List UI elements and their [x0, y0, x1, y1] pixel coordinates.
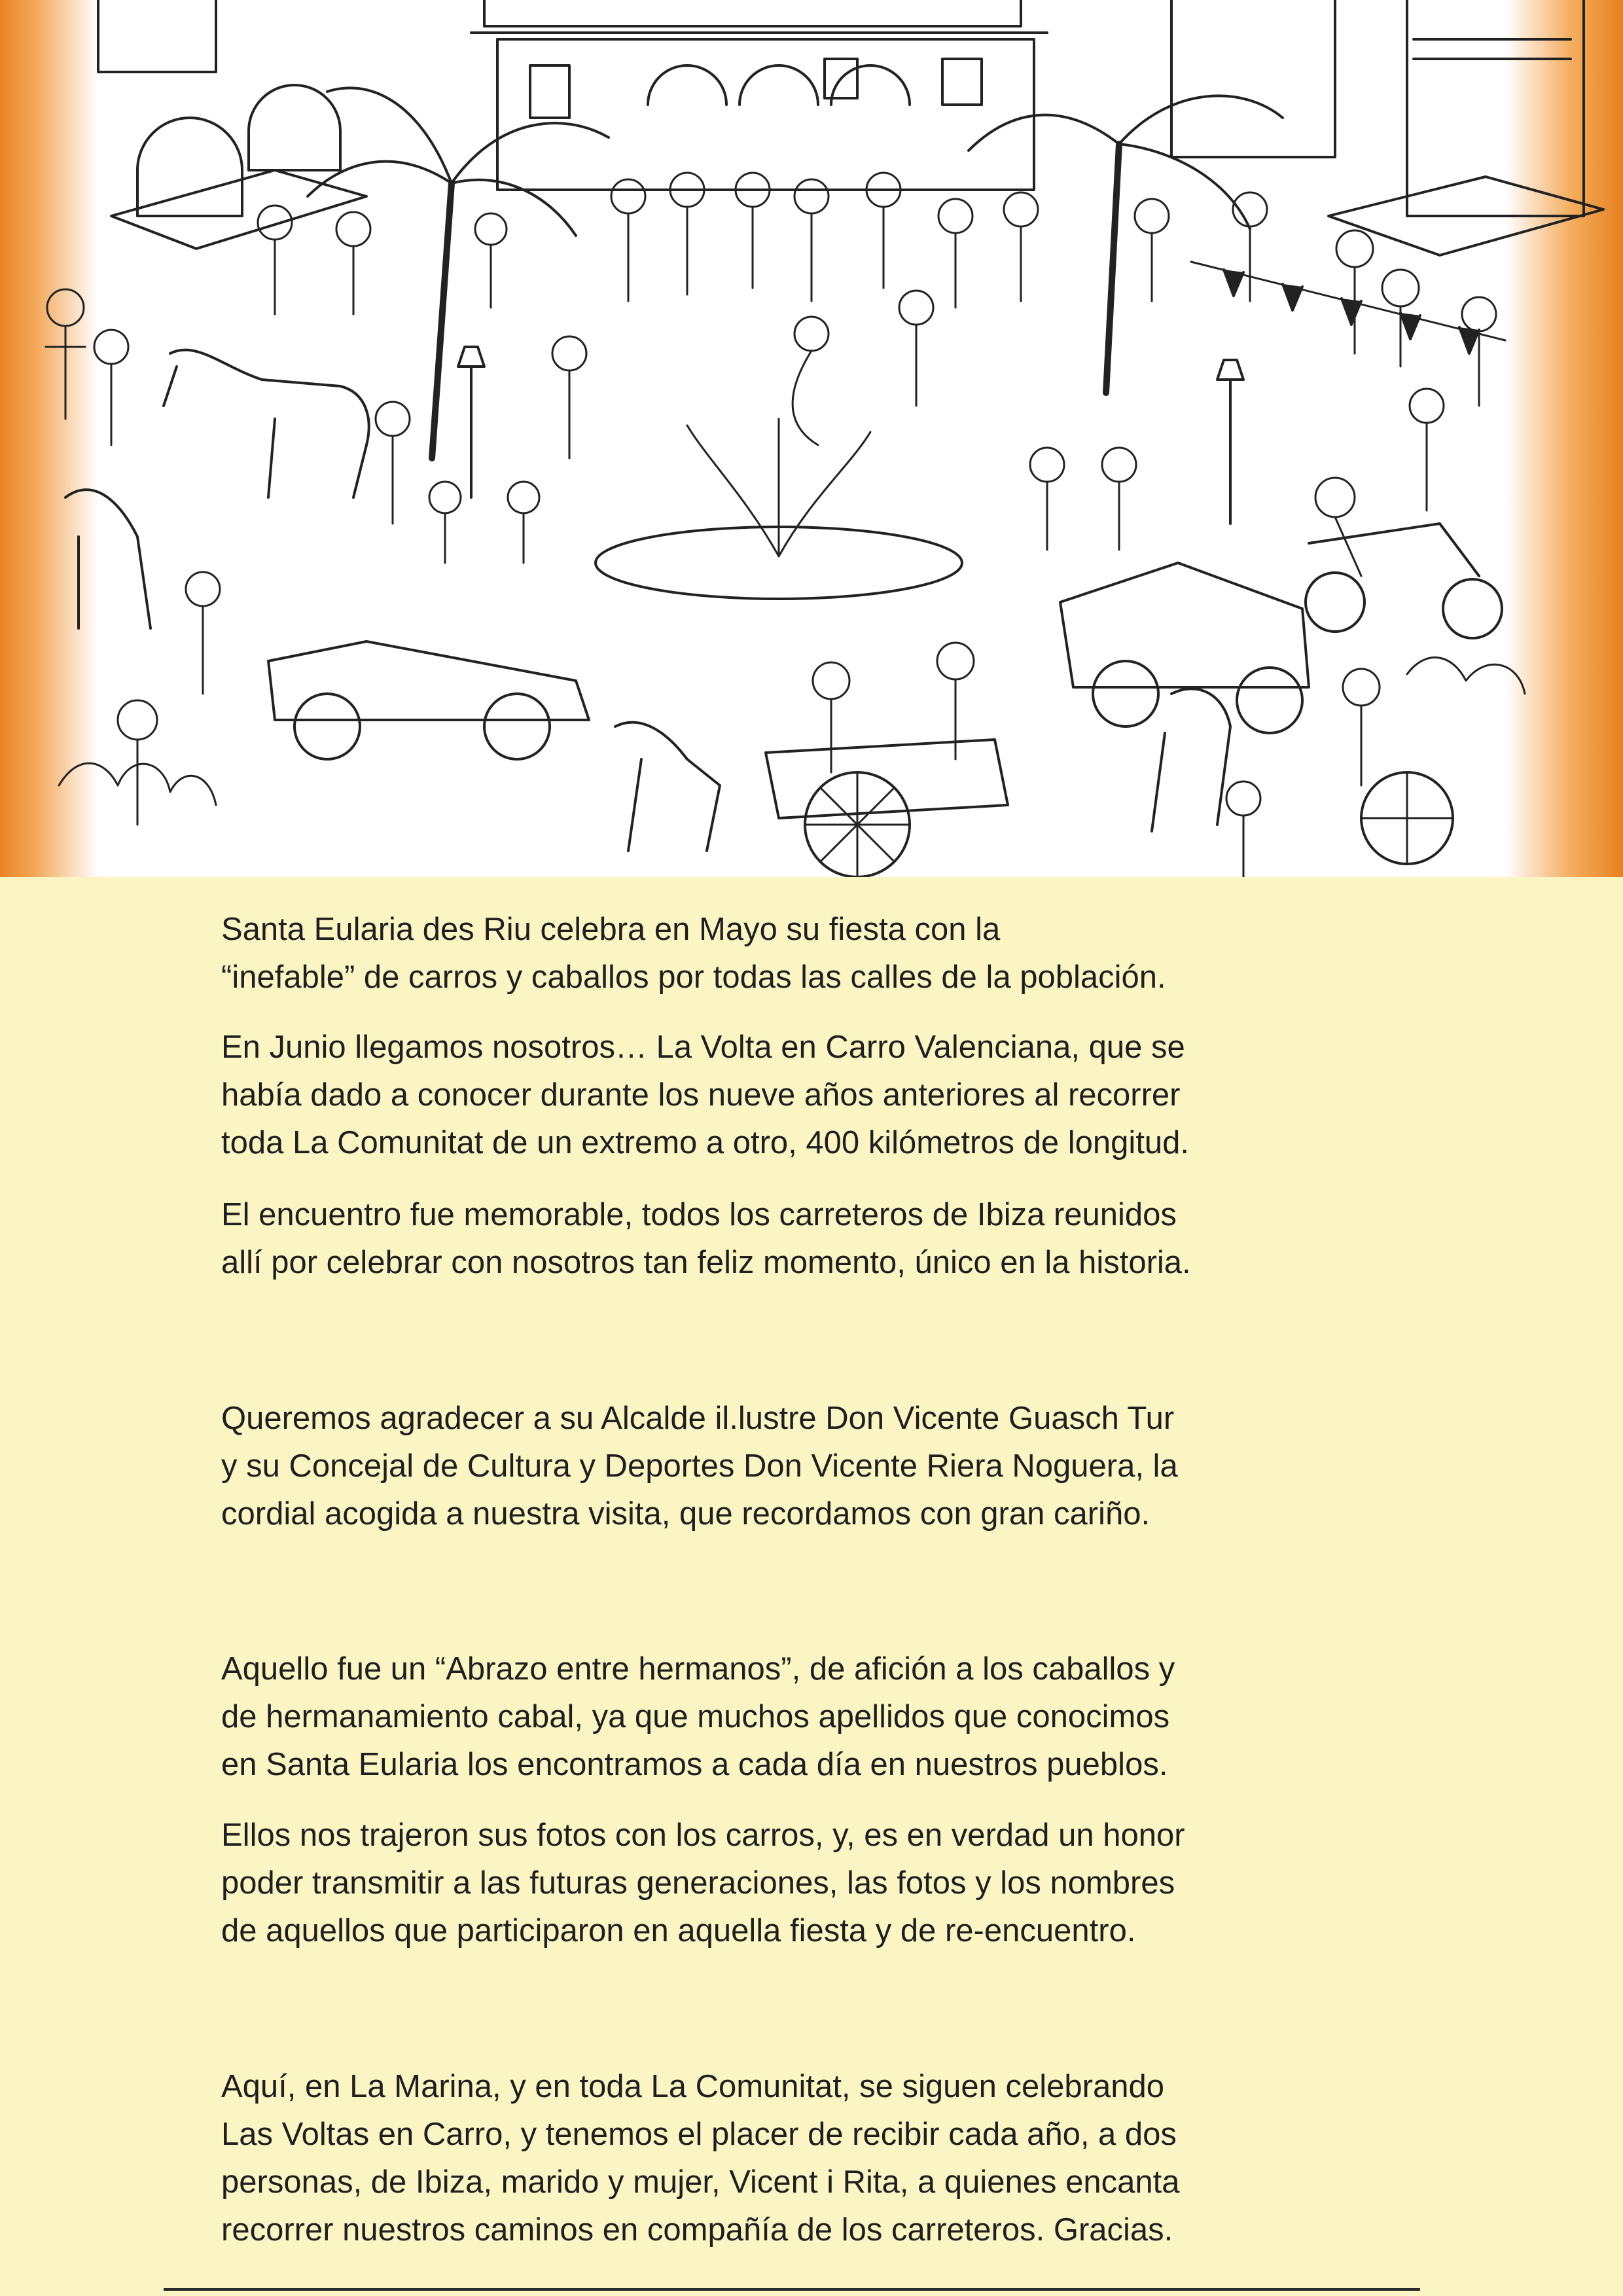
fiesta-illustration [0, 0, 1623, 877]
paragraph-fiesta-intro: Santa Eularia des Riu celebra en Mayo su fiesta con la “inefable” de carros y caballos por todas las calles de la población. [221, 912, 1166, 995]
fiesta-scene-drawing [0, 0, 1623, 877]
paragraph-abrazo: Aquello fue un “Abrazo entre hermanos”, de afición a los caballos y de hermanamiento cabal, ya que muchos apellidos que conocimos en Santa Eularia los encontramos a cada día en nuestros pueblos. [221, 1651, 1175, 1782]
bottom-rule [164, 2288, 1420, 2291]
paragraph-fotos: Ellos nos trajeron sus fotos con los carros, y, es en verdad un honor poder transmitir a las futuras generaciones, las fotos y los nombres de aquellos que participaron en aquella fiesta y de re-encuentro. [221, 1818, 1185, 1948]
paragraph-agradecimiento: Queremos agradecer a su Alcalde il.lustre Don Vicente Guasch Tur y su Concejal de Cultura y Deportes Don Vicente Riera Noguera, la cordial acogida a nuestra visita, que recordamos con gran cariño. [221, 1401, 1178, 1532]
paragraph-encuentro: El encuentro fue memorable, todos los carreteros de Ibiza reunidos allí por celebrar con nosotros tan feliz momento, único en la historia. [221, 1197, 1191, 1280]
paragraph-la-marina: Aquí, en La Marina, y en toda La Comunitat, se siguen celebrando Las Voltas en Carro, y tenemos el placer de recibir cada año, a dos personas, de Ibiza, marido y mujer, Vicent i Rita, a quienes encanta recorrer nuestros caminos en compañía de los carreteros. Gracias. [221, 2069, 1180, 2248]
paragraph-volta-junio: En Junio llegamos nosotros… La Volta en Carro Valenciana, que se había dado a conocer durante los nueve años anteriores al recorrer toda La Comunitat de un extremo a otro, 400 kilómetros de longitud. [221, 1030, 1190, 1160]
text-area [0, 877, 1623, 2296]
